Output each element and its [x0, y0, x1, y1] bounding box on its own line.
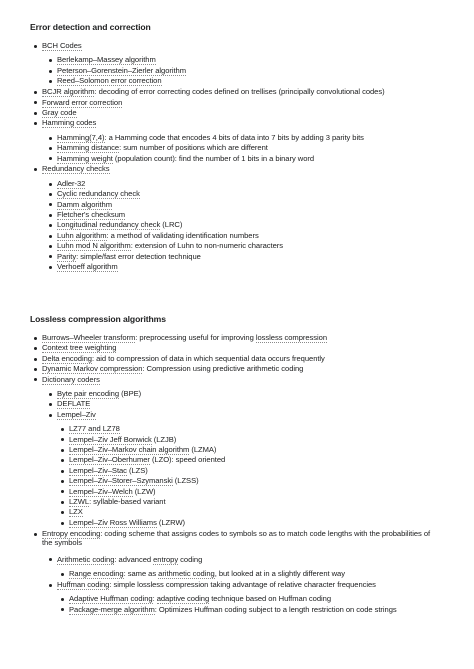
item-description: (LZSS): [172, 476, 199, 486]
list-item: [57, 210, 125, 220]
list-item: [57, 241, 283, 251]
item-link[interactable]: Range encoding: [69, 568, 124, 578]
bullet-icon: [49, 147, 52, 150]
bullet-icon: [61, 501, 64, 504]
list-item: [57, 76, 162, 86]
list-item: [42, 41, 82, 51]
bullet-icon: [49, 203, 52, 206]
list-item: [69, 497, 166, 507]
list-item: [57, 66, 186, 76]
item-description: : decoding of error correcting codes defined on trellises (principally convolutional codes): [94, 87, 385, 97]
item-description: : syllable-based variant: [89, 497, 166, 506]
list-item: [57, 189, 140, 199]
list-item: [69, 518, 185, 528]
item-link[interactable]: DEFLATE: [57, 399, 91, 409]
bullet-icon: [61, 598, 64, 601]
list-item: [42, 164, 110, 174]
item-link[interactable]: Lempel–Ziv–Markov chain algorithm: [69, 445, 190, 454]
bullet-icon: [61, 449, 64, 452]
item-link[interactable]: Lempel–Ziv–Oberhumer: [69, 455, 150, 465]
item-link[interactable]: Burrows–Wheeler transform: [42, 333, 136, 342]
item-link[interactable]: Lempel–Ziv Ross Williams: [69, 517, 157, 527]
item-link[interactable]: BCH Codes: [42, 41, 82, 50]
item-link[interactable]: Delta encoding: [42, 353, 92, 363]
item-description: : preprocessing useful for improving: [135, 333, 256, 342]
bullet-icon: [34, 45, 37, 48]
bullet-icon: [49, 224, 52, 227]
bullet-icon: [49, 183, 52, 186]
item-description: : aid to compression of data in which sequential data occurs frequently: [91, 353, 325, 363]
item-link[interactable]: BCJR algorithm: [42, 87, 95, 97]
inline-link[interactable]: entropy: [153, 554, 179, 564]
bullet-icon: [34, 533, 37, 536]
item-description: , but looked at in a slightly different way: [214, 568, 345, 578]
item-description: (LZRW): [156, 517, 186, 527]
bullet-icon: [61, 511, 64, 514]
item-description: coding: [178, 554, 203, 564]
list-item: [42, 529, 442, 548]
bullet-icon: [49, 245, 52, 248]
item-link[interactable]: Luhn algorithm: [57, 230, 107, 240]
list-item: [42, 98, 122, 108]
item-link[interactable]: Lempel–Ziv Jeff Bonwick: [69, 434, 152, 444]
bullet-icon: [49, 255, 52, 258]
item-link[interactable]: Package-merge algorithm: [69, 604, 155, 614]
item-link[interactable]: Forward error correction: [42, 97, 123, 107]
bullet-icon: [61, 470, 64, 473]
bullet-icon: [34, 347, 37, 350]
bullet-icon: [61, 428, 64, 431]
item-description: : a method of validating identification numbers: [106, 230, 259, 240]
list-item: [57, 399, 90, 409]
item-link[interactable]: Redundancy checks: [42, 164, 110, 174]
list-item: [69, 435, 176, 445]
list-item: [57, 55, 156, 65]
list-item: [69, 424, 120, 434]
bullet-icon: [49, 70, 52, 73]
item-description: : Optimizes Huffman coding subject to a length restriction on code strings: [154, 604, 397, 614]
item-link[interactable]: Peterson–Gorenstein–Zierler algorithm: [57, 65, 186, 75]
item-description: (LRC): [160, 220, 183, 230]
item-link[interactable]: Longitudinal redundancy check: [57, 220, 161, 230]
bullet-icon: [61, 438, 64, 441]
list-item: [69, 605, 397, 615]
item-description: : simple lossless compression taking advantage of relative character frequencies: [109, 579, 376, 589]
item-description: (LZS): [126, 465, 148, 475]
list-item: [69, 594, 331, 604]
list-item: [57, 220, 182, 230]
item-description: : simple/fast error detection technique: [76, 251, 201, 261]
bullet-icon: [34, 101, 37, 104]
item-description: : extension of Luhn to non-numeric characters: [130, 241, 283, 251]
list-item: [69, 476, 199, 486]
item-description: : sum number of positions which are different: [119, 143, 268, 153]
item-link[interactable]: Hamming weight: [57, 153, 113, 163]
bullet-icon: [34, 91, 37, 94]
list-item: [69, 445, 216, 455]
list-item: [69, 507, 83, 517]
item-link[interactable]: Verhoeff algorithm: [57, 262, 118, 271]
bullet-icon: [49, 137, 52, 140]
item-link[interactable]: Hamming distance: [57, 143, 120, 153]
list-item: [42, 87, 385, 97]
item-link[interactable]: Lempel–Ziv–Welch: [69, 486, 133, 496]
item-link[interactable]: Berlekamp–Massey algorithm: [57, 55, 156, 65]
bullet-icon: [61, 522, 64, 525]
bullet-icon: [49, 214, 52, 217]
item-description: : same as: [123, 568, 159, 578]
item-description: : a Hamming code that encodes 4 bits of data into 7 bits by adding 3 parity bits: [104, 132, 364, 142]
bullet-icon: [61, 459, 64, 462]
bullet-icon: [49, 235, 52, 238]
inline-link[interactable]: lossless compression: [255, 333, 328, 342]
item-link[interactable]: Arithmetic coding: [57, 554, 115, 564]
bullet-icon: [49, 80, 52, 83]
bullet-icon: [61, 573, 64, 576]
item-link[interactable]: LZ77 and LZ78: [69, 424, 120, 434]
item-link[interactable]: Entropy encoding: [42, 528, 101, 538]
inline-link[interactable]: arithmetic coding: [158, 568, 215, 578]
item-description: (LZO): speed oriented: [149, 455, 226, 465]
list-item: [57, 555, 202, 565]
bullet-icon: [49, 403, 52, 406]
item-link[interactable]: Gray code: [42, 107, 77, 117]
item-link[interactable]: Luhn mod N algorithm: [57, 241, 131, 251]
bullet-icon: [34, 368, 37, 371]
item-description: : Compression using predictive arithmetic coding: [142, 364, 304, 374]
list-item: [42, 108, 77, 118]
item-link[interactable]: LZWL: [69, 497, 90, 506]
bullet-icon: [34, 122, 37, 125]
item-link[interactable]: Adler-32: [57, 178, 86, 188]
bullet-icon: [34, 378, 37, 381]
bullet-icon: [34, 337, 37, 340]
item-description: technique based on Huffman coding: [209, 594, 331, 604]
list-item: [57, 231, 259, 241]
item-description: (LZW): [132, 486, 156, 496]
list-item: [42, 354, 325, 364]
bullet-icon: [49, 266, 52, 269]
list-item: [69, 569, 345, 579]
list-item: [42, 364, 303, 374]
bullet-icon: [49, 584, 52, 587]
list-item: [57, 200, 112, 210]
item-description: :: [152, 594, 157, 604]
item-link[interactable]: Dictionary coders: [42, 374, 100, 384]
item-link[interactable]: Byte pair encoding: [57, 389, 120, 398]
item-link[interactable]: Hamming(7,4): [57, 132, 105, 142]
bullet-icon: [49, 157, 52, 160]
list-item: [42, 118, 96, 128]
list-item: [57, 580, 376, 590]
item-description: : coding scheme that assigns codes to symbols so as to match code lengths with the probabilities of the symbols: [42, 528, 431, 548]
item-link[interactable]: Lempel–Ziv–Storer–Szymanski: [69, 476, 173, 486]
bullet-icon: [34, 358, 37, 361]
item-link[interactable]: Adaptive Huffman coding: [69, 594, 153, 604]
bullet-icon: [61, 480, 64, 483]
bullet-icon: [34, 112, 37, 115]
list-item: [57, 262, 118, 272]
item-link[interactable]: Fletcher's checksum: [57, 210, 126, 219]
inline-link[interactable]: adaptive coding: [156, 594, 210, 604]
section-heading: Error detection and correction: [30, 22, 151, 32]
list-item: [42, 375, 100, 385]
item-link[interactable]: Reed–Solomon error correction: [57, 76, 162, 86]
list-item: [57, 133, 364, 143]
item-description: (LZMA): [189, 445, 217, 454]
list-item: [57, 179, 85, 189]
section-heading: Lossless compression algorithms: [30, 314, 166, 324]
bullet-icon: [61, 490, 64, 493]
item-description: (BPE): [119, 389, 142, 398]
list-item: [57, 389, 141, 399]
bullet-icon: [49, 393, 52, 396]
bullet-icon: [34, 168, 37, 171]
item-link[interactable]: Lempel–Ziv–Stac: [69, 465, 127, 475]
bullet-icon: [49, 414, 52, 417]
item-link[interactable]: Context tree weighting: [42, 343, 117, 353]
bullet-icon: [49, 59, 52, 62]
item-link[interactable]: Dynamic Markov compression: [42, 364, 143, 374]
item-link[interactable]: Huffman coding: [57, 579, 110, 589]
item-link[interactable]: Damm algorithm: [57, 199, 113, 209]
list-item: [57, 154, 314, 164]
item-link[interactable]: Cyclic redundancy check: [57, 189, 140, 199]
bullet-icon: [61, 608, 64, 611]
list-item: [57, 252, 201, 262]
list-item: [69, 466, 148, 476]
item-description: : advanced: [114, 554, 154, 564]
list-item: [57, 143, 268, 153]
bullet-icon: [49, 193, 52, 196]
item-description: (population count): find the number of 1 bits in a binary word: [112, 153, 315, 163]
item-link[interactable]: Hamming codes: [42, 118, 97, 128]
item-link[interactable]: Parity: [57, 251, 77, 261]
item-link[interactable]: Lempel–Ziv: [57, 409, 96, 419]
list-item: [42, 343, 116, 353]
list-item: [69, 455, 225, 465]
bullet-icon: [49, 558, 52, 561]
list-item: [57, 410, 96, 420]
item-link[interactable]: LZX: [69, 507, 83, 517]
item-description: (LZJB): [151, 434, 177, 444]
list-item: [69, 487, 156, 497]
list-item: [42, 333, 327, 343]
